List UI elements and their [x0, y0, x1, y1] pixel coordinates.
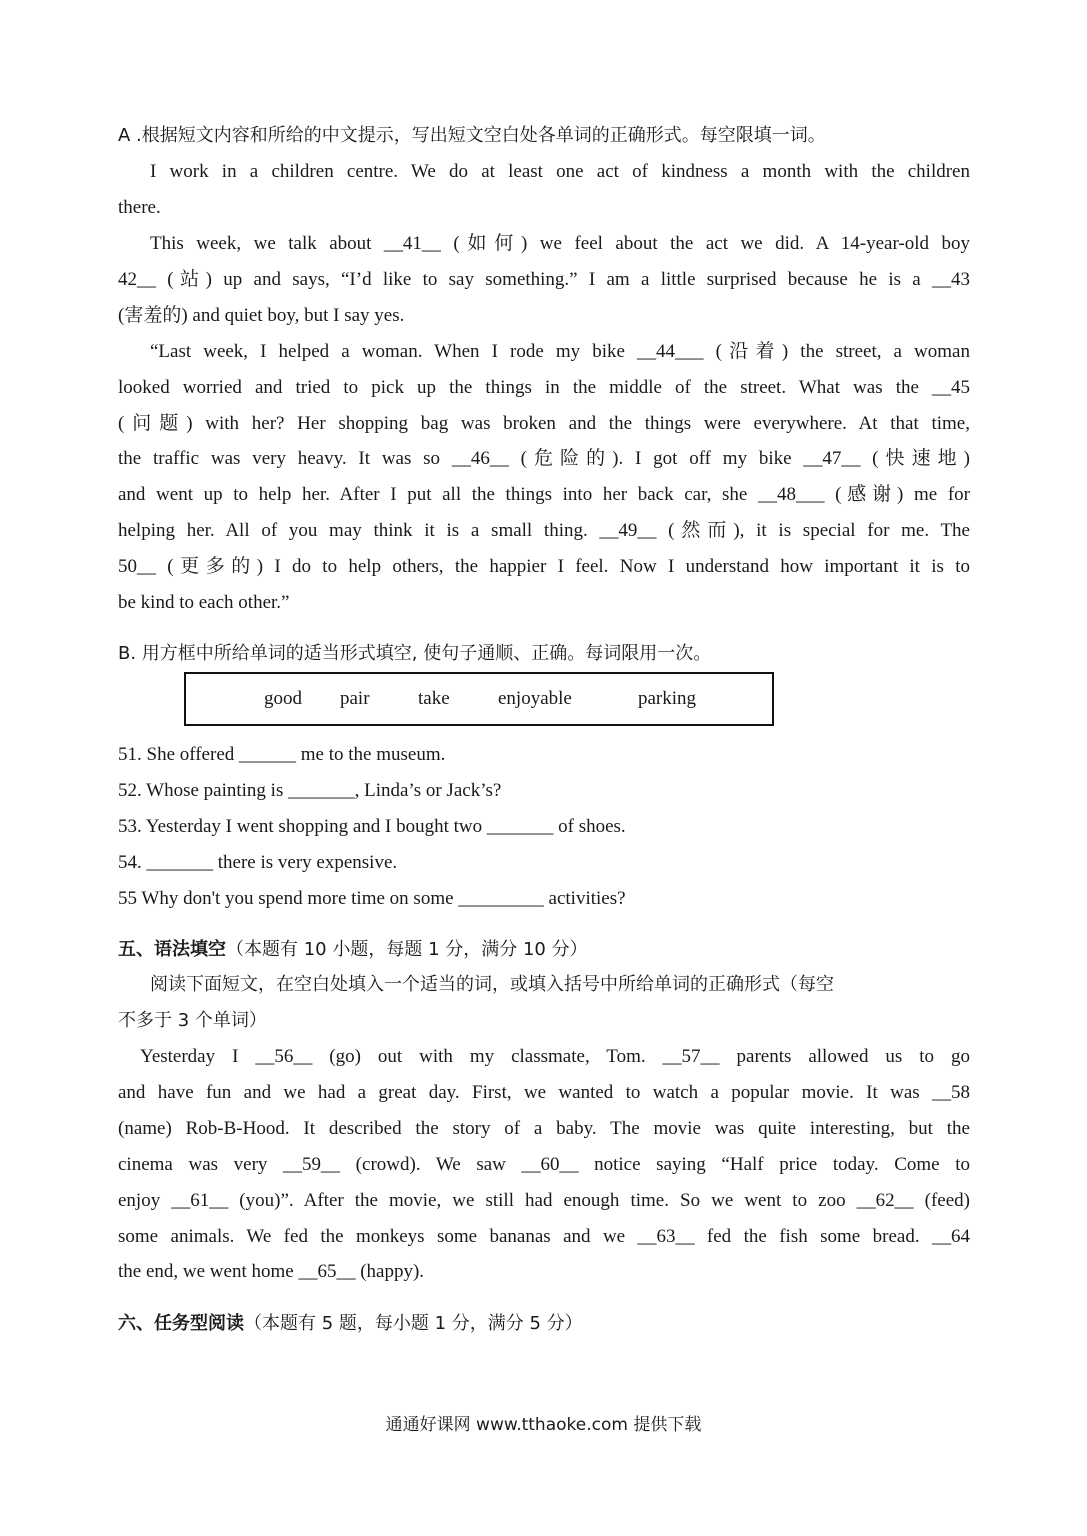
passage-a-line: there. [118, 197, 161, 218]
word-box-item: parking [638, 688, 697, 709]
word-box-item: good [264, 688, 302, 709]
question-line: 55 Why don't you spend more time on some _________ activities? [118, 888, 626, 909]
section-a-title: A .根据短文内容和所给的中文提示，写出短文空白处各单词的正确形式。每空限填一词。 [118, 125, 826, 146]
section-5-heading-note: （本题有 10 小题，每题 1 分，满分 10 分） [226, 939, 588, 960]
section-5-heading [118, 938, 588, 962]
passage-5-line: Yesterday I __56__ (go) out with my classmate, Tom. __57__ parents allowed us to go [140, 1046, 970, 1067]
passage-5-line: some animals. We fed the monkeys some bananas and we __63__ fed the fish some bread. __64 [118, 1226, 970, 1247]
section-6-heading-text: 六、任务型阅读 [118, 1313, 244, 1334]
passage-5-line: cinema was very __59__ (crowd). We saw __60__ notice saying “Half price today. Come to [118, 1154, 970, 1175]
word-box-item: enjoyable [498, 688, 572, 709]
passage-a-line: the traffic was very heavy. It was so __46__ (危险的). I got off my bike __47__ (快速地) [118, 448, 970, 469]
passage-5-line: enjoy __61__ (you)”. After the movie, we still had enough time. So we went to zoo __62__ (feed) [118, 1190, 970, 1211]
section-6-heading-note: （本题有 5 题，每小题 1 分，满分 5 分） [244, 1313, 583, 1334]
passage-a-line: helping her. All of you may think it is a small thing. __49__ (然而), it is special for me. The [118, 520, 970, 541]
question-line: 54. _______ there is very expensive. [118, 852, 398, 873]
question-line: 52. Whose painting is _______, Linda’s or Jack’s? [118, 780, 502, 801]
passage-a-line: 42__ (站) up and says, “I’d like to say something.” I am a little surprised because he is a __43 [118, 269, 970, 290]
section-5-instruction: 不多于 3 个单词） [118, 1010, 267, 1031]
passage-a-line: looked worried and tried to pick up the things in the middle of the street. What was the __45 [118, 377, 970, 398]
passage-a-line: (害羞的) and quiet boy, but I say yes. [118, 305, 405, 326]
passage-a-line: I work in a children centre. We do at least one act of kindness a month with the children [150, 161, 970, 182]
section-5-instruction: 阅读下面短文，在空白处填入一个适当的词，或填入括号中所给单词的正确形式（每空 [150, 974, 834, 995]
passage-a-line: and went up to help her. After I put all the things into her back car, she __48___ (感谢) me for [118, 484, 970, 505]
section-5-heading-text: 五、语法填空 [118, 939, 226, 960]
word-box-item: take [418, 688, 450, 709]
passage-5-line: and have fun and we had a great day. First, we wanted to watch a popular movie. It was __58 [118, 1082, 970, 1103]
passage-a-line: be kind to each other.” [118, 592, 290, 613]
word-box [184, 672, 774, 726]
passage-a-line: 50__ (更多的) I do to help others, the happier I feel. Now I understand how important it is to [118, 556, 970, 577]
section-b-title: B. 用方框中所给单词的适当形式填空, 使句子通顺、正确。每词限用一次。 [118, 643, 712, 664]
passage-a-line: “Last week, I helped a woman. When I rode my bike __44___ (沿着) the street, a woman [150, 341, 970, 362]
word-box-item: pair [340, 688, 370, 709]
page-footer: 通通好课网 www.tthaoke.com 提供下载 [385, 1415, 702, 1435]
passage-5-line: the end, we went home __65__ (happy). [118, 1261, 425, 1282]
question-line: 51. She offered ______ me to the museum. [118, 744, 446, 765]
passage-a-line: (问题) with her? Her shopping bag was broken and the things were everywhere. At that time, [118, 413, 970, 434]
question-line: 53. Yesterday I went shopping and I bought two _______ of shoes. [118, 816, 626, 837]
passage-a-line: This week, we talk about __41__ (如何) we feel about the act we did. A 14-year-old boy [150, 233, 970, 254]
section-6-heading [118, 1312, 583, 1336]
passage-5-line: (name) Rob-B-Hood. It described the story of a baby. The movie was quite interesting, but the [118, 1118, 970, 1139]
